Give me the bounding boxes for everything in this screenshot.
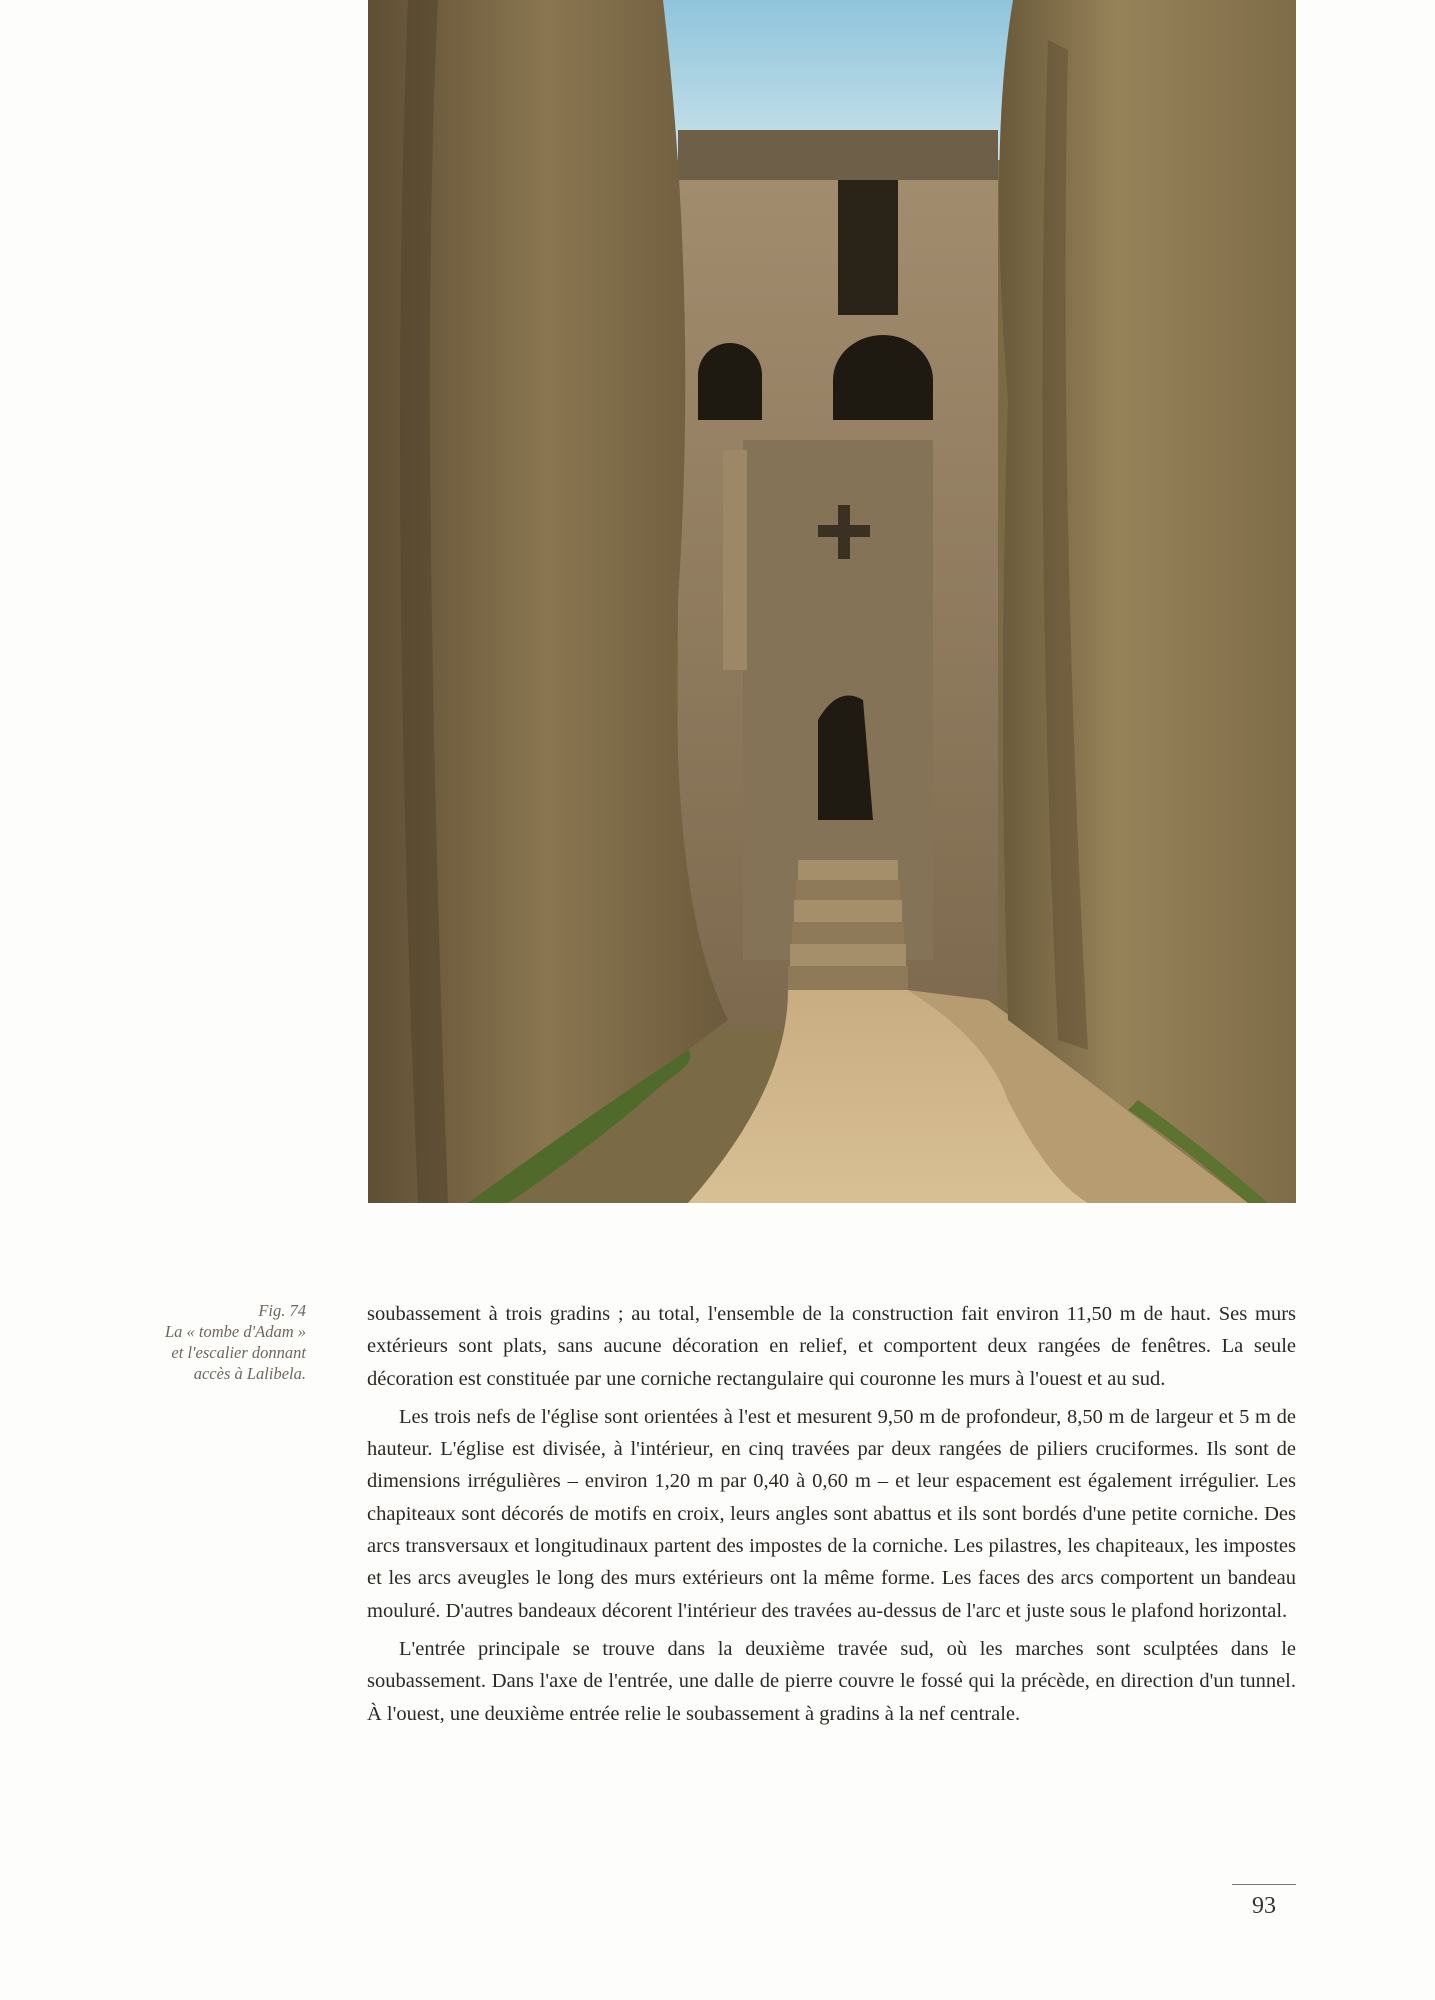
caption-line: accès à Lalibela. xyxy=(193,1364,306,1383)
paragraph: Les trois nefs de l'église sont orientées à l'est et mesurent 9,50 m de profondeur, 8,50 m de largeur et 5 m de hauteur. L'église est divisée, à l'intérieur, en cinq travées par deux rangées de piliers cruciformes. Ils sont de dimensions irrégulières – environ 1,20 m par 0,40 à 0,60 m – et leur espacement est également irrégulier. Les chapiteaux sont décorés de motifs en croix, leurs angles sont abattus et ils sont bordés d'une petite corniche. Des arcs transversaux et longitudinaux partent des impostes de la corniche. Les pilastres, les chapiteaux, les impostes et les arcs aveugles le long des murs extérieurs ont la même forme. Les faces des arcs comportent un bandeau mouluré. D'autres bandeaux décorent l'intérieur des travées au-dessus de l'arc et juste sous le plafond horizontal. xyxy=(367,1405,1296,1622)
paragraph: soubassement à trois gradins ; au total, l'ensemble de la construction fait environ 11,50 m de haut. Ses murs extérieurs sont plats, sans aucune décoration en relief, et comportent deux rangées de fenêtres. La seule décoration est constituée par une corniche rectangulaire qui couronne les murs à l'ouest et au sud. xyxy=(367,1303,1296,1390)
paragraph: L'entrée principale se trouve dans la deuxième travée sud, où les marches sont sculptées dans le soubassement. Dans l'axe de l'entrée, une dalle de pierre couvre le fossé qui la précède, en direction d'un tunnel. À l'ouest, une deuxième entrée relie le soubassement à gradins à la nef centrale. xyxy=(367,1637,1296,1725)
caption-line: et l'escalier donnant xyxy=(171,1343,306,1362)
photo-illustration xyxy=(368,0,1296,1203)
figure-label: Fig. 74 xyxy=(258,1301,306,1320)
caption-line: La « tombe d'Adam » xyxy=(164,1322,306,1341)
page-number-rule xyxy=(1232,1884,1296,1885)
figure-photo xyxy=(368,0,1296,1203)
figure-caption xyxy=(110,1300,306,1384)
page-number: 93 xyxy=(1252,1893,1276,1919)
body-text xyxy=(367,1298,1296,1730)
